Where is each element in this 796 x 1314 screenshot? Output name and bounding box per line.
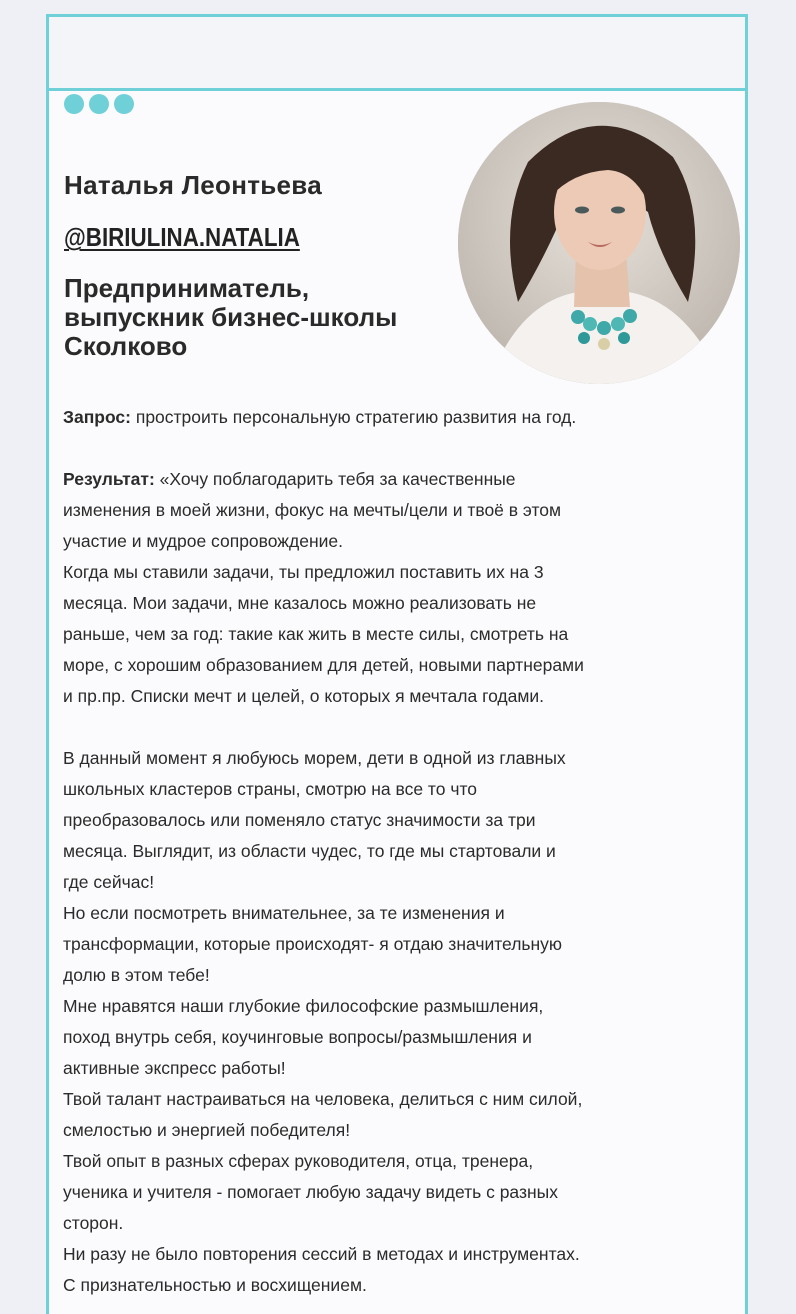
result-text: «Хочу поблагодарить тебя за качественные [154, 469, 516, 489]
person-name: Наталья Леонтьева [64, 170, 322, 200]
text-line: трансформации, которые происходят- я отдаю значительную [63, 934, 563, 954]
text-line: изменения в моей жизни, фокус на мечты/цели и твоё в этом [63, 500, 562, 520]
text-line: раньше, чем за год: такие как жить в месте силы, смотреть на [63, 624, 569, 644]
text-line: В данный момент я любуюсь морем, дети в одной из главных [63, 748, 566, 768]
text-line: Ни разу не было повторения сессий в методах и инструментах. [63, 1244, 580, 1264]
dot-icon [64, 94, 84, 114]
dot-icon [89, 94, 109, 114]
text-line: месяца. Выглядит, из области чудес, то где мы стартовали и [63, 841, 556, 861]
dot-icon [114, 94, 134, 114]
text-line: месяца. Мои задачи, мне казалось можно реализовать не [63, 593, 537, 613]
text-line: активные экспресс работы! [63, 1058, 286, 1078]
text-line: С признательностью и восхищением. [63, 1275, 367, 1295]
text-line: долю в этом тебе! [63, 965, 210, 985]
text-line: преобразовалось или поменяло статус значимости за три [63, 810, 536, 830]
text-line: школьных кластеров страны, смотрю на все то что [63, 779, 477, 799]
text-line: поход внутрь себя, коучинговые вопросы/размышления и [63, 1027, 532, 1047]
testimonial-body [63, 402, 713, 1301]
role-line: выпускник бизнес-школы [64, 302, 398, 332]
card-header-bar [49, 17, 745, 91]
text-line: Но если посмотреть внимательнее, за те изменения и [63, 903, 505, 923]
text-line: Когда мы ставили задачи, ты предложил поставить их на 3 [63, 562, 544, 582]
text-line: где сейчас! [63, 872, 155, 892]
role-line: Сколково [64, 331, 188, 361]
portrait-photo [458, 102, 740, 384]
instagram-handle-link[interactable]: @BIRIULINA.NATALIA [64, 222, 300, 252]
text-line: Твой талант настраиваться на человека, делиться с ним силой, [63, 1089, 583, 1109]
request-text: простроить персональную стратегию развития на год. [130, 407, 577, 427]
avatar [458, 102, 740, 384]
text-line: ученика и учителя - помогает любую задачу видеть с разных [63, 1182, 558, 1202]
dots-decoration-icon [64, 94, 134, 114]
text-line: сторон. [63, 1213, 124, 1233]
text-line: участие и мудрое сопровождение. [63, 531, 343, 551]
request-label: Запрос: [63, 407, 131, 427]
result-line [63, 464, 713, 495]
text-line: Твой опыт в разных сферах руководителя, отца, тренера, [63, 1151, 534, 1171]
text-line: и пр.пр. Списки мечт и целей, о которых я мечтала годами. [63, 686, 545, 706]
person-role [64, 274, 484, 361]
text-line: смелостью и энергией победителя! [63, 1120, 351, 1140]
text-line: море, с хорошим образованием для детей, новыми партнерами [63, 655, 584, 675]
request-line [63, 402, 713, 433]
role-line: Предприниматель, [64, 273, 310, 303]
result-label: Результат: [63, 469, 155, 489]
text-line: Мне нравятся наши глубокие философские размышления, [63, 996, 544, 1016]
